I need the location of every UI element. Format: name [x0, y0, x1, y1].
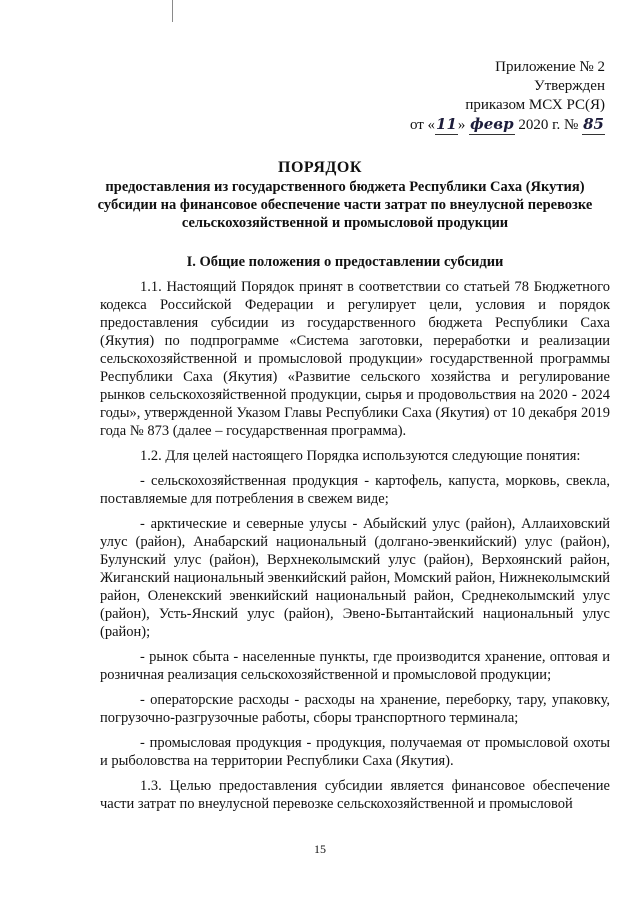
definition-arctic-uluses: - арктические и северные улусы - Абыйский улус (район), Аллаиховский улус (район), Анабарский национальный (долгано-эвенкийский) улус (район), Булунский улус (район), Верхнеколымский улус (район), Верхоянский район, Жиганский национальный эвенкийский район, Момский район, Нижнеколымский район, Оленекский эвенкийский национальный район, Среднеколымский улус (район), Усть-Янский улус (район), Эвено-Бытантайский национальный улус (район); [100, 516, 610, 640]
scan-edge-mark [172, 0, 173, 22]
document-body [100, 278, 610, 813]
date-prefix: от « [409, 117, 436, 133]
order-reference: приказом МСХ РС(Я) [465, 97, 605, 113]
order-date-line [410, 115, 605, 135]
date-year: 2020 г. № [514, 117, 583, 133]
approved-label: Утвержден [533, 78, 605, 94]
definition-agricultural-products: - сельскохозяйственная продукция - картофель, капуста, морковь, свекла, поставляемые для потребления в свежем виде; [100, 473, 610, 507]
definition-fishing-hunting-products: - промысловая продукция - продукция, получаемая от промысловой охоты и рыболовства на территории Республики Саха (Якутия). [100, 735, 610, 769]
appendix-number: Приложение № 2 [495, 59, 605, 75]
section-heading: I. Общие положения о предоставлении субсидии [186, 254, 504, 270]
definition-sales-market: - рынок сбыта - населенные пункты, где производится хранение, оптовая и розничная реализация сельскохозяйственной и промысловой продукции; [100, 649, 610, 683]
document-subtitle: предоставления из государственного бюджета Республики Саха (Якутия) субсидии на финансовое обеспечение части затрат по внеулусной перевозке сельскохозяйственной и промысловой продукции [97, 179, 593, 231]
definition-operator-expenses: - операторские расходы - расходы на хранение, переборку, тару, упаковку, погрузочно-разгрузочные работы, сборы транспортного терминала; [100, 692, 610, 726]
page-number: 15 [314, 842, 326, 856]
handwritten-month: февр [470, 115, 514, 133]
paragraph-1-1: 1.1. Настоящий Порядок принят в соответствии со статьей 78 Бюджетного кодекса Российской Федерации и регулирует цели, условия и порядок предоставления субсидии из государственного бюджета Республики Саха (Якутия) по подпрограмме «Система заготовки, переработки и реализации сельскохозяйственной и промысловой продукции» государственной программы Республики Саха (Якутия) «Развитие сельского хозяйства и регулирование рынков сельскохозяйственной продукции, сырья и продовольствия на 2020 - 2024 годы», утвержденной Указом Главы Республики Саха (Якутия) от 10 декабря 2019 года № 873 (далее – государственная программа). [100, 279, 610, 439]
approval-block [410, 58, 605, 135]
paragraph-1-3: 1.3. Целью предоставления субсидии является финансовое обеспечение части затрат по внеулусной перевозке сельскохозяйственной и промысловой [100, 778, 610, 812]
date-mid: » [457, 117, 470, 133]
handwritten-order-number: 85 [583, 115, 604, 133]
document-title: ПОРЯДОК [278, 159, 362, 176]
paragraph-1-2: 1.2. Для целей настоящего Порядка используются следующие понятия: [140, 448, 581, 464]
handwritten-day: 11 [436, 115, 457, 133]
